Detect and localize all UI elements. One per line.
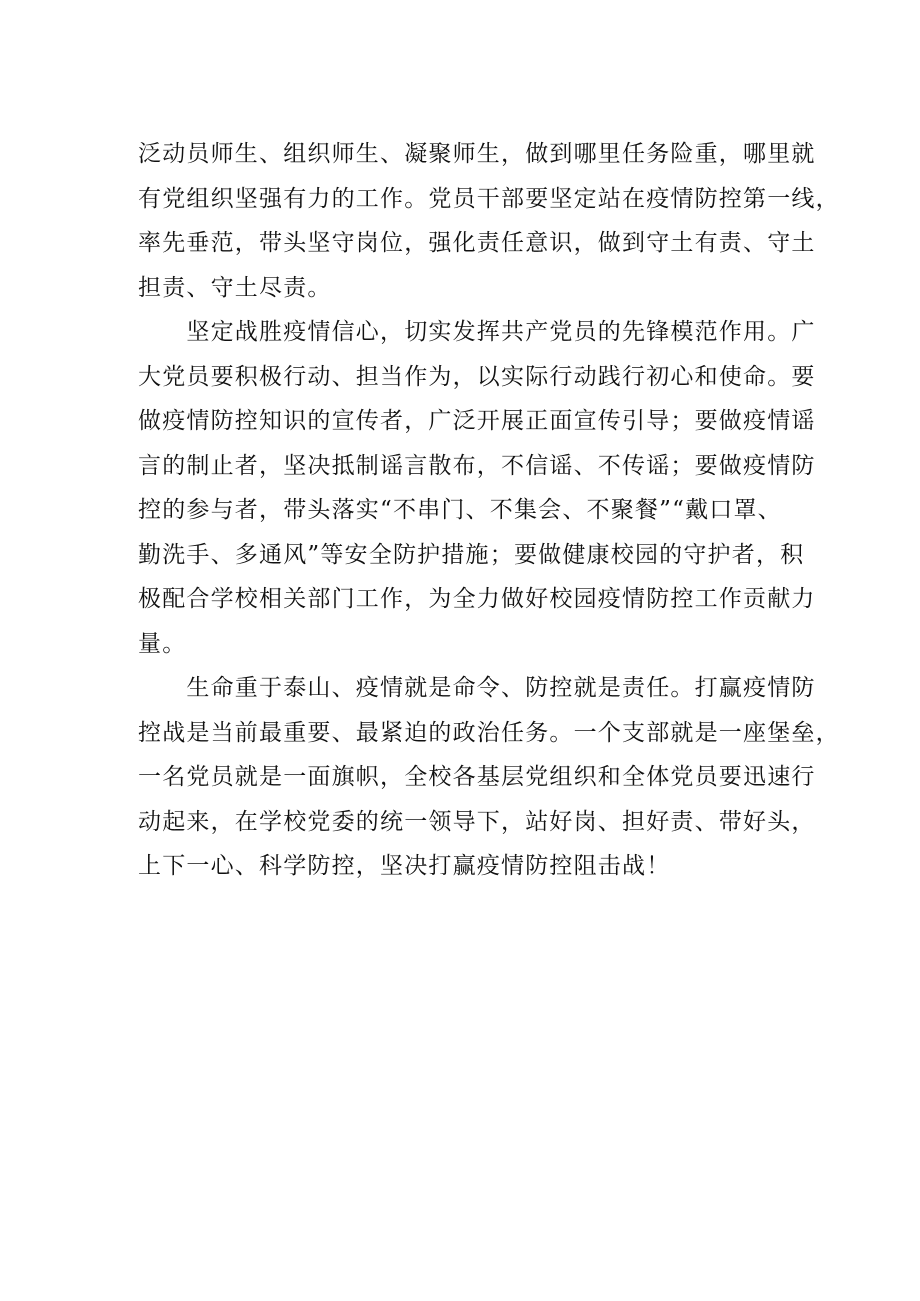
- document-body: [138, 132, 840, 889]
- text-line: 泛动员师生、组织师生、凝聚师生，做到哪里任务险重，哪里就: [138, 141, 816, 167]
- text-line: 有党组织坚强有力的工作。党员干部要坚定站在疫情防控第一线，: [138, 185, 840, 212]
- text-line: 言的制止者，坚决抵制谣言散布，不信谣、不传谣；要做疫情防: [138, 452, 816, 479]
- paragraph-2: [138, 310, 816, 666]
- paragraph-1: [138, 132, 840, 310]
- text-line: 一名党员就是一面旗帜，全校各基层党组织和全体党员要迅速行: [138, 764, 816, 790]
- text-line: 担责、守土尽责。: [138, 274, 332, 301]
- text-line: 大党员要积极行动、担当作为，以实际行动践行初心和使命。要: [138, 363, 816, 390]
- text-line: 控战是当前最重要、最紧迫的政治任务。一个支部就是一座堡垒，: [138, 719, 840, 746]
- text-line: 上下一心、科学防控，坚决打赢疫情防控阻击战！: [138, 853, 671, 879]
- text-line: 控的参与者，带头落实“不串门、不集会、不聚餐”“戴口罩、: [138, 497, 782, 523]
- text-line: 勤洗手、多通风”等安全防护措施；要做健康校园的守护者，积: [138, 541, 805, 568]
- text-line: 极配合学校相关部门工作，为全力做好校园疫情防控工作贡献力: [138, 586, 816, 612]
- text-line: 生命重于泰山、疫情就是命令、防控就是责任。打赢疫情防: [138, 675, 816, 701]
- text-line: 坚定战胜疫情信心，切实发挥共产党员的先锋模范作用。广: [138, 319, 816, 345]
- text-line: 做疫情防控知识的宣传者，广泛开展正面宣传引导；要做疫情谣: [138, 408, 816, 434]
- text-line: 动起来，在学校党委的统一领导下，站好岗、担好责、带好头，: [138, 808, 816, 835]
- text-line: 量。: [138, 630, 187, 657]
- paragraph-3: [138, 666, 840, 889]
- text-line: 率先垂范，带头坚守岗位，强化责任意识，做到守土有责、守土: [138, 230, 816, 256]
